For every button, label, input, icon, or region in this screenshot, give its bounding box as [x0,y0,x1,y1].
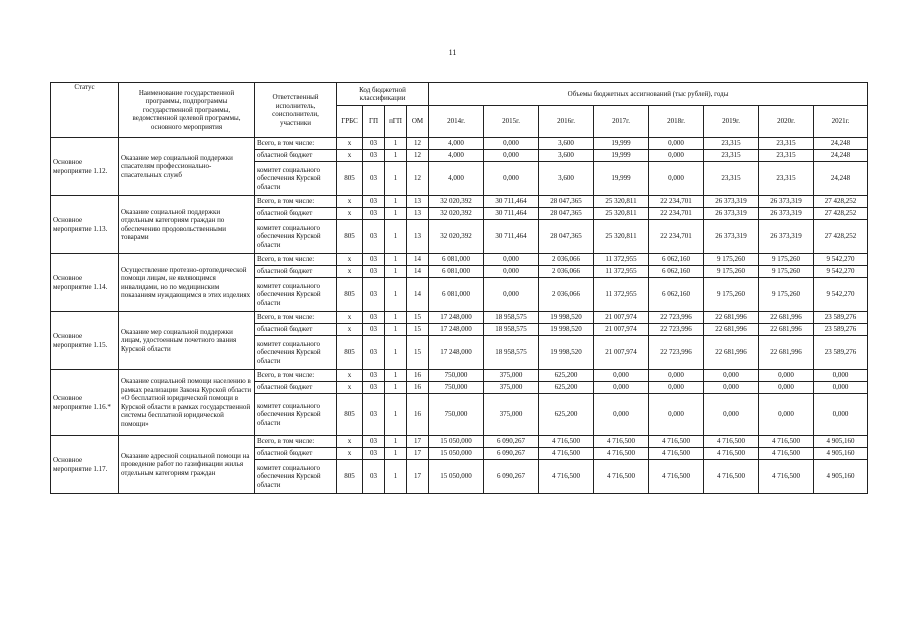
executor-cell: Всего, в том числе: [255,196,337,208]
executor-cell: комитет социального обеспечения Курской области [255,336,337,370]
code-cell-pgp: 1 [385,448,407,460]
value-cell: 0,000 [759,382,814,394]
code-cell-gp: 03 [363,382,385,394]
header-name: Наименование государственной программы, подпрограммы государственной программы, ведомственной целевой программы, основного мероприятия [119,83,255,138]
code-cell-pgp: 1 [385,196,407,208]
value-cell: 0,000 [814,394,868,436]
code-cell-gp: 03 [363,150,385,162]
header-year: 2019г. [704,106,759,138]
value-cell: 750,000 [429,394,484,436]
header-year: 2018г. [649,106,704,138]
executor-cell: областной бюджет [255,208,337,220]
code-cell-grbs: 805 [337,336,363,370]
executor-cell: комитет социального обеспечения Курской области [255,278,337,312]
value-cell: 6 081,000 [429,266,484,278]
code-cell-gp: 03 [363,460,385,494]
value-cell: 22 681,996 [704,336,759,370]
value-cell: 0,000 [484,266,539,278]
value-cell: 4 905,160 [814,436,868,448]
code-cell-pgp: 1 [385,370,407,382]
header-year: 2016г. [539,106,594,138]
code-cell-grbs: x [337,254,363,266]
value-cell: 22 681,996 [704,324,759,336]
value-cell: 2 036,066 [539,266,594,278]
value-cell: 15 050,000 [429,460,484,494]
executor-cell: Всего, в том числе: [255,138,337,150]
value-cell: 23 589,276 [814,312,868,324]
code-cell-gp: 03 [363,394,385,436]
value-cell: 18 958,575 [484,312,539,324]
value-cell: 0,000 [649,138,704,150]
value-cell: 4 716,500 [594,436,649,448]
value-cell: 0,000 [649,382,704,394]
code-cell-om: 13 [407,208,429,220]
value-cell: 0,000 [484,278,539,312]
value-cell: 750,000 [429,382,484,394]
value-cell: 27 428,252 [814,196,868,208]
code-cell-gp: 03 [363,324,385,336]
status-cell: Основное мероприятие 1.12. [51,138,119,196]
code-cell-gp: 03 [363,336,385,370]
value-cell: 3,600 [539,162,594,196]
measure-name-cell: Осуществление протезно-ортопедической помощи лицам, не являющимся инвалидами, но по медицинским показаниям нуждающимся в этих изделиях [119,254,255,312]
value-cell: 30 711,464 [484,208,539,220]
header-year: 2015г. [484,106,539,138]
value-cell: 22 681,996 [759,324,814,336]
value-cell: 26 373,319 [759,208,814,220]
value-cell: 4 716,500 [539,436,594,448]
value-cell: 22 723,996 [649,336,704,370]
value-cell: 3,600 [539,138,594,150]
value-cell: 19,999 [594,138,649,150]
value-cell: 375,000 [484,394,539,436]
value-cell: 2 036,066 [539,278,594,312]
value-cell: 6 090,267 [484,460,539,494]
value-cell: 26 373,319 [759,196,814,208]
value-cell: 4 716,500 [649,436,704,448]
code-cell-om: 15 [407,324,429,336]
value-cell: 0,000 [814,382,868,394]
value-cell: 6 081,000 [429,254,484,266]
value-cell: 0,000 [484,150,539,162]
header-year: 2021г. [814,106,868,138]
value-cell: 17 248,000 [429,324,484,336]
code-cell-gp: 03 [363,208,385,220]
value-cell: 22 681,996 [704,312,759,324]
value-cell: 4 716,500 [539,460,594,494]
measure-name-cell: Оказание социальной поддержки отдельным категориям граждан по обеспечению продовольственными товарами [119,196,255,254]
code-cell-gp: 03 [363,370,385,382]
value-cell: 375,000 [484,370,539,382]
value-cell: 28 047,365 [539,208,594,220]
code-cell-gp: 03 [363,196,385,208]
value-cell: 24,248 [814,162,868,196]
value-cell: 26 373,319 [704,208,759,220]
executor-cell: комитет социального обеспечения Курской области [255,162,337,196]
code-cell-grbs: x [337,436,363,448]
header-code: ОМ [407,106,429,138]
header-code: ГП [363,106,385,138]
value-cell: 32 020,392 [429,220,484,254]
value-cell: 0,000 [484,138,539,150]
value-cell: 9 542,270 [814,278,868,312]
value-cell: 4 716,500 [759,436,814,448]
value-cell: 4 716,500 [759,460,814,494]
value-cell: 23 589,276 [814,336,868,370]
header-budget-code: Код бюджетной классификации [337,83,429,106]
value-cell: 6 090,267 [484,448,539,460]
code-cell-gp: 03 [363,266,385,278]
value-cell: 25 320,811 [594,220,649,254]
value-cell: 0,000 [594,394,649,436]
value-cell: 4 905,160 [814,460,868,494]
value-cell: 6 062,160 [649,254,704,266]
value-cell: 21 007,974 [594,324,649,336]
value-cell: 23,315 [704,150,759,162]
value-cell: 23,315 [759,150,814,162]
budget-table [50,82,868,494]
value-cell: 28 047,365 [539,220,594,254]
value-cell: 22 681,996 [759,312,814,324]
value-cell: 21 007,974 [594,312,649,324]
value-cell: 0,000 [594,370,649,382]
code-cell-pgp: 1 [385,394,407,436]
code-cell-pgp: 1 [385,460,407,494]
value-cell: 6 062,160 [649,278,704,312]
code-cell-pgp: 1 [385,278,407,312]
code-cell-pgp: 1 [385,324,407,336]
value-cell: 19 998,520 [539,336,594,370]
header-year: 2014г. [429,106,484,138]
value-cell: 625,200 [539,382,594,394]
code-cell-gp: 03 [363,448,385,460]
value-cell: 23,315 [704,138,759,150]
value-cell: 0,000 [759,370,814,382]
value-cell: 6 062,160 [649,266,704,278]
value-cell: 4 716,500 [594,460,649,494]
code-cell-om: 16 [407,370,429,382]
code-cell-om: 12 [407,150,429,162]
code-cell-grbs: x [337,382,363,394]
value-cell: 9 175,260 [759,266,814,278]
code-cell-grbs: x [337,150,363,162]
value-cell: 24,248 [814,150,868,162]
value-cell: 11 372,955 [594,278,649,312]
value-cell: 9 175,260 [759,254,814,266]
value-cell: 23,315 [759,138,814,150]
value-cell: 22 681,996 [759,336,814,370]
code-cell-om: 15 [407,336,429,370]
table-row [51,312,868,324]
code-cell-gp: 03 [363,162,385,196]
value-cell: 26 373,319 [759,220,814,254]
executor-cell: областной бюджет [255,448,337,460]
value-cell: 23,315 [759,162,814,196]
executor-cell: областной бюджет [255,266,337,278]
code-cell-om: 17 [407,436,429,448]
code-cell-gp: 03 [363,220,385,254]
measure-name-cell: Оказание мер социальной поддержки спасателям профессионально-спасательных служб [119,138,255,196]
value-cell: 15 050,000 [429,448,484,460]
value-cell: 0,000 [594,382,649,394]
code-cell-gp: 03 [363,278,385,312]
code-cell-om: 13 [407,220,429,254]
code-cell-pgp: 1 [385,266,407,278]
code-cell-om: 17 [407,460,429,494]
status-cell: Основное мероприятие 1.13. [51,196,119,254]
code-cell-pgp: 1 [385,254,407,266]
executor-cell: Всего, в том числе: [255,436,337,448]
value-cell: 4,000 [429,162,484,196]
code-cell-grbs: x [337,266,363,278]
code-cell-om: 17 [407,448,429,460]
code-cell-gp: 03 [363,138,385,150]
header-year: 2020г. [759,106,814,138]
code-cell-om: 14 [407,254,429,266]
value-cell: 22 234,701 [649,220,704,254]
value-cell: 4 716,500 [704,436,759,448]
header-code: пГП [385,106,407,138]
value-cell: 22 234,701 [649,196,704,208]
value-cell: 23 589,276 [814,324,868,336]
executor-cell: комитет социального обеспечения Курской области [255,460,337,494]
value-cell: 9 542,270 [814,254,868,266]
status-cell: Основное мероприятие 1.14. [51,254,119,312]
code-cell-gp: 03 [363,312,385,324]
code-cell-pgp: 1 [385,436,407,448]
code-cell-grbs: x [337,196,363,208]
value-cell: 375,000 [484,382,539,394]
code-cell-pgp: 1 [385,138,407,150]
executor-cell: областной бюджет [255,150,337,162]
value-cell: 22 723,996 [649,312,704,324]
status-cell: Основное мероприятие 1.15. [51,312,119,370]
value-cell: 0,000 [704,382,759,394]
code-cell-grbs: 805 [337,460,363,494]
value-cell: 4 716,500 [704,460,759,494]
value-cell: 4 716,500 [649,460,704,494]
value-cell: 27 428,252 [814,220,868,254]
executor-cell: областной бюджет [255,324,337,336]
code-cell-pgp: 1 [385,382,407,394]
code-cell-om: 14 [407,266,429,278]
value-cell: 4 716,500 [649,448,704,460]
code-cell-grbs: 805 [337,278,363,312]
value-cell: 750,000 [429,370,484,382]
value-cell: 21 007,974 [594,336,649,370]
value-cell: 32 020,392 [429,196,484,208]
executor-cell: Всего, в том числе: [255,370,337,382]
value-cell: 24,248 [814,138,868,150]
header-volumes: Объемы бюджетных ассигнований (тыс рублей), годы [429,83,868,106]
code-cell-grbs: x [337,370,363,382]
measure-name-cell: Оказание социальной помощи населению в рамках реализации Закона Курской области «О бесплатной юридической помощи в Курской области в рамках государственной системы бесплатной юридической помощи» [119,370,255,436]
code-cell-om: 14 [407,278,429,312]
code-cell-pgp: 1 [385,336,407,370]
code-cell-gp: 03 [363,254,385,266]
code-cell-grbs: 805 [337,394,363,436]
value-cell: 2 036,066 [539,254,594,266]
value-cell: 9 175,260 [704,278,759,312]
value-cell: 11 372,955 [594,266,649,278]
executor-cell: комитет социального обеспечения Курской области [255,394,337,436]
table-row [51,196,868,208]
code-cell-pgp: 1 [385,162,407,196]
code-cell-pgp: 1 [385,220,407,254]
value-cell: 4 905,160 [814,448,868,460]
executor-cell: Всего, в том числе: [255,312,337,324]
code-cell-grbs: 805 [337,162,363,196]
executor-cell: Всего, в том числе: [255,254,337,266]
value-cell: 0,000 [704,394,759,436]
value-cell: 30 711,464 [484,220,539,254]
value-cell: 15 050,000 [429,436,484,448]
executor-cell: областной бюджет [255,382,337,394]
code-cell-grbs: x [337,208,363,220]
value-cell: 0,000 [484,162,539,196]
table-row [51,138,868,150]
page-number: 11 [448,48,457,57]
value-cell: 4 716,500 [759,448,814,460]
value-cell: 9 175,260 [759,278,814,312]
value-cell: 19,999 [594,162,649,196]
value-cell: 30 711,464 [484,196,539,208]
header-status: Статус [51,83,119,138]
value-cell: 22 234,701 [649,208,704,220]
code-cell-om: 15 [407,312,429,324]
value-cell: 0,000 [649,370,704,382]
code-cell-grbs: x [337,324,363,336]
value-cell: 3,600 [539,150,594,162]
value-cell: 4,000 [429,138,484,150]
code-cell-grbs: x [337,312,363,324]
value-cell: 17 248,000 [429,336,484,370]
status-cell: Основное мероприятие 1.16.* [51,370,119,436]
value-cell: 17 248,000 [429,312,484,324]
value-cell: 0,000 [649,162,704,196]
value-cell: 4 716,500 [594,448,649,460]
value-cell: 4 716,500 [704,448,759,460]
value-cell: 32 020,392 [429,208,484,220]
value-cell: 11 372,955 [594,254,649,266]
code-cell-om: 12 [407,138,429,150]
executor-cell: комитет социального обеспечения Курской области [255,220,337,254]
value-cell: 0,000 [759,394,814,436]
code-cell-grbs: x [337,138,363,150]
value-cell: 625,200 [539,370,594,382]
value-cell: 27 428,252 [814,208,868,220]
value-cell: 0,000 [814,370,868,382]
table-row [51,370,868,382]
table-row [51,254,868,266]
value-cell: 6 090,267 [484,436,539,448]
code-cell-om: 16 [407,382,429,394]
value-cell: 4 716,500 [539,448,594,460]
code-cell-om: 13 [407,196,429,208]
value-cell: 25 320,811 [594,208,649,220]
value-cell: 23,315 [704,162,759,196]
value-cell: 28 047,365 [539,196,594,208]
value-cell: 4,000 [429,150,484,162]
code-cell-pgp: 1 [385,312,407,324]
value-cell: 18 958,575 [484,324,539,336]
header-code: ГРБС [337,106,363,138]
value-cell: 0,000 [704,370,759,382]
code-cell-grbs: x [337,448,363,460]
code-cell-pgp: 1 [385,150,407,162]
code-cell-om: 12 [407,162,429,196]
header-executor: Ответственный исполнитель, соисполнители, участники [255,83,337,138]
code-cell-gp: 03 [363,436,385,448]
code-cell-grbs: 805 [337,220,363,254]
value-cell: 25 320,811 [594,196,649,208]
value-cell: 0,000 [649,150,704,162]
value-cell: 0,000 [484,254,539,266]
value-cell: 6 081,000 [429,278,484,312]
value-cell: 26 373,319 [704,220,759,254]
value-cell: 22 723,996 [649,324,704,336]
header-year: 2017г. [594,106,649,138]
measure-name-cell: Оказание адресной социальной помощи на проведение работ по газификации жилья отдельным категориям граждан [119,436,255,494]
value-cell: 19 998,520 [539,324,594,336]
table-row [51,436,868,448]
status-cell: Основное мероприятие 1.17. [51,436,119,494]
code-cell-pgp: 1 [385,208,407,220]
value-cell: 19 998,520 [539,312,594,324]
measure-name-cell: Оказание мер социальной поддержки лицам, удостоенным почетного звания Курской области [119,312,255,370]
value-cell: 9 542,270 [814,266,868,278]
value-cell: 9 175,260 [704,254,759,266]
value-cell: 26 373,319 [704,196,759,208]
value-cell: 18 958,575 [484,336,539,370]
value-cell: 19,999 [594,150,649,162]
code-cell-om: 16 [407,394,429,436]
value-cell: 625,200 [539,394,594,436]
value-cell: 0,000 [649,394,704,436]
value-cell: 9 175,260 [704,266,759,278]
